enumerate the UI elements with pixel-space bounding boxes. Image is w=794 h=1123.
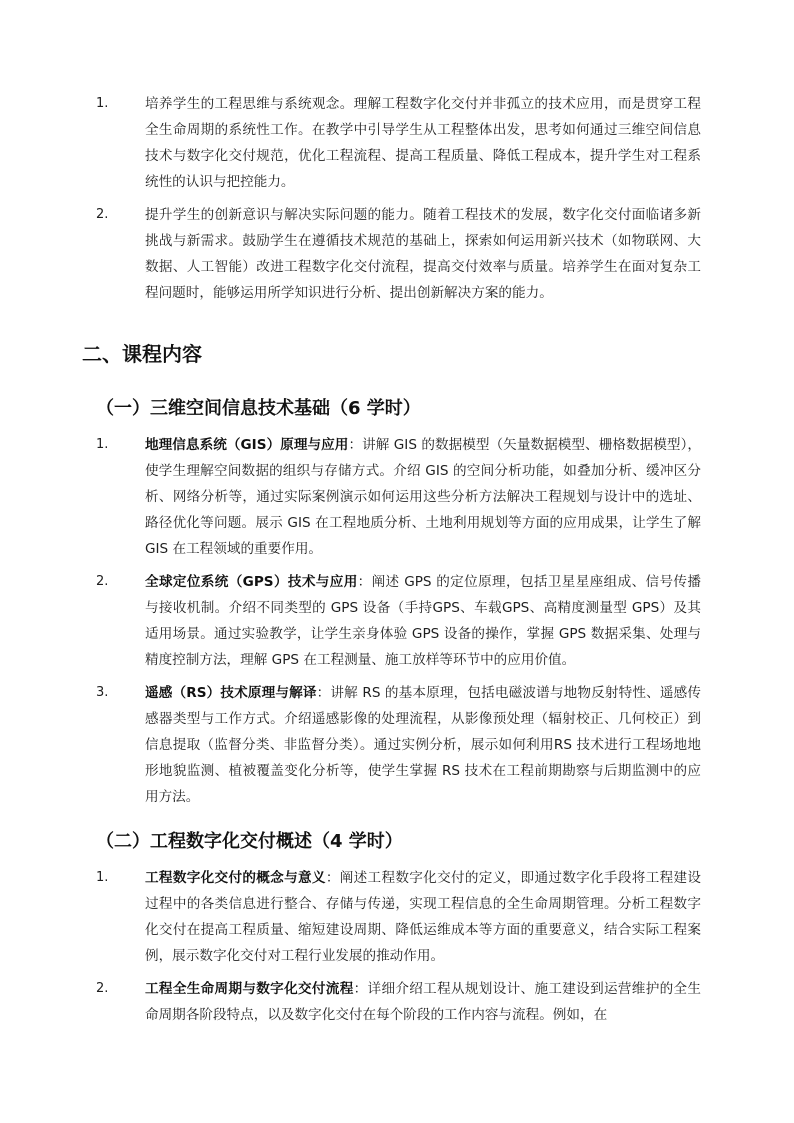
section-heading-course-content: 二、课程内容 (82, 342, 202, 366)
item-body: 讲解 RS 的基本原理，包括电磁波谱与地物反射特性、遥感传感器类型与工作方式。介绍遥感影像的处理流程，从影像预处理（辐射校正、几何校正）到信息提取（监督分类、非监督分类）。通过实例分析，展示如何利用RS 技术进行工程场地地形地貌监测、植被覆盖变化分析等，使学生掌握 RS 技术在工程前期勘察与后期监测中的应用方法。 (145, 685, 701, 805)
list-text: 培养学生的工程思维与系统观念。理解工程数字化交付并非孤立的技术应用，而是贯穿工程全生命周期的系统性工作。在教学中引导学生从工程整体出发，思考如何通过三维空间信息技术与数字化交付规范，优化工程流程、提高工程质量、降低工程成本，提升学生对工程系统性的认识与把控能力。 (145, 96, 701, 190)
subsection1-list (0, 432, 794, 817)
list-item (0, 91, 794, 195)
list-item (0, 202, 794, 306)
list-text (145, 865, 701, 969)
list-number: 2. (96, 981, 109, 996)
subsection-heading-digital-delivery: （二）工程数字化交付概述（4 学时） (96, 831, 403, 852)
item-body: 阐述 GPS 的定位原理，包括卫星星座组成、信号传播与接收机制。介绍不同类型的 GPS 设备（手持GPS、车载GPS、高精度测量型 GPS）及其适用场景。通过实验教学，让学生亲身体验 GPS 设备的操作，掌握 GPS 数据采集、处理与精度控制方法，理解 GPS 在工程测量、施工放样等环节中的应用价值。 (145, 574, 701, 668)
list-text: 提升学生的创新意识与解决实际问题的能力。随着工程技术的发展，数字化交付面临诸多新挑战与新需求。鼓励学生在遵循技术规范的基础上，探索如何运用新兴技术（如物联网、大数据、人工智能）改进工程数字化交付流程，提高交付效率与质量。培养学生在面对复杂工程问题时，能够运用所学知识进行分析、提出创新解决方案的能力。 (145, 207, 701, 301)
item-title: 地理信息系统（GIS）原理与应用 (145, 437, 349, 453)
subsection2-list (0, 865, 794, 1035)
list-text (145, 569, 701, 673)
item-separator: ： (353, 981, 368, 997)
intro-list (0, 91, 794, 313)
item-title: 工程全生命周期与数字化交付流程 (145, 981, 354, 997)
list-item (0, 865, 794, 969)
list-number: 1. (96, 870, 109, 885)
item-body: 阐述工程数字化交付的定义，即通过数字化手段将工程建设过程中的各类信息进行整合、存储与传递，实现工程信息的全生命周期管理。分析工程数字化交付在提高工程质量、缩短建设周期、降低运维成本等方面的重要意义，结合实际工程案例，展示数字化交付对工程行业发展的推动作用。 (145, 870, 702, 964)
item-title: 遥感（RS）技术原理与解译 (145, 685, 317, 701)
list-text (145, 680, 701, 810)
list-text (145, 976, 701, 1028)
item-title: 工程数字化交付的概念与意义 (145, 870, 326, 886)
item-separator: ： (357, 574, 372, 590)
item-body: 讲解 GIS 的数据模型（矢量数据模型、栅格数据模型），使学生理解空间数据的组织与存储方式。介绍 GIS 的空间分析功能，如叠加分析、缓冲区分析、网络分析等，通过实际案例演示如何运用这些分析方法解决工程规划与设计中的选址、路径优化等问题。展示 GIS 在工程地质分析、土地利用规划等方面的应用成果，让学生了解 GIS 在工程领域的重要作用。 (145, 437, 702, 557)
item-body: 详细介绍工程从规划设计、施工建设到运营维护的全生命周期各阶段特点，以及数字化交付在每个阶段的工作内容与流程。例如，在 (145, 981, 702, 1023)
list-item (0, 569, 794, 673)
list-item (0, 432, 794, 562)
item-title: 全球定位系统（GPS）技术与应用 (145, 574, 358, 590)
subsection-heading-3d-spatial-tech: （一）三维空间信息技术基础（6 学时） (96, 398, 421, 419)
list-item (0, 680, 794, 810)
list-text (145, 432, 701, 562)
list-number: 2. (96, 207, 109, 222)
list-number: 1. (96, 437, 109, 452)
list-item (0, 976, 794, 1028)
item-separator: ： (316, 685, 331, 701)
list-number: 1. (96, 96, 109, 111)
list-number: 3. (96, 685, 109, 700)
list-number: 2. (96, 574, 109, 589)
item-separator: ： (348, 437, 363, 453)
item-separator: ： (325, 870, 340, 886)
